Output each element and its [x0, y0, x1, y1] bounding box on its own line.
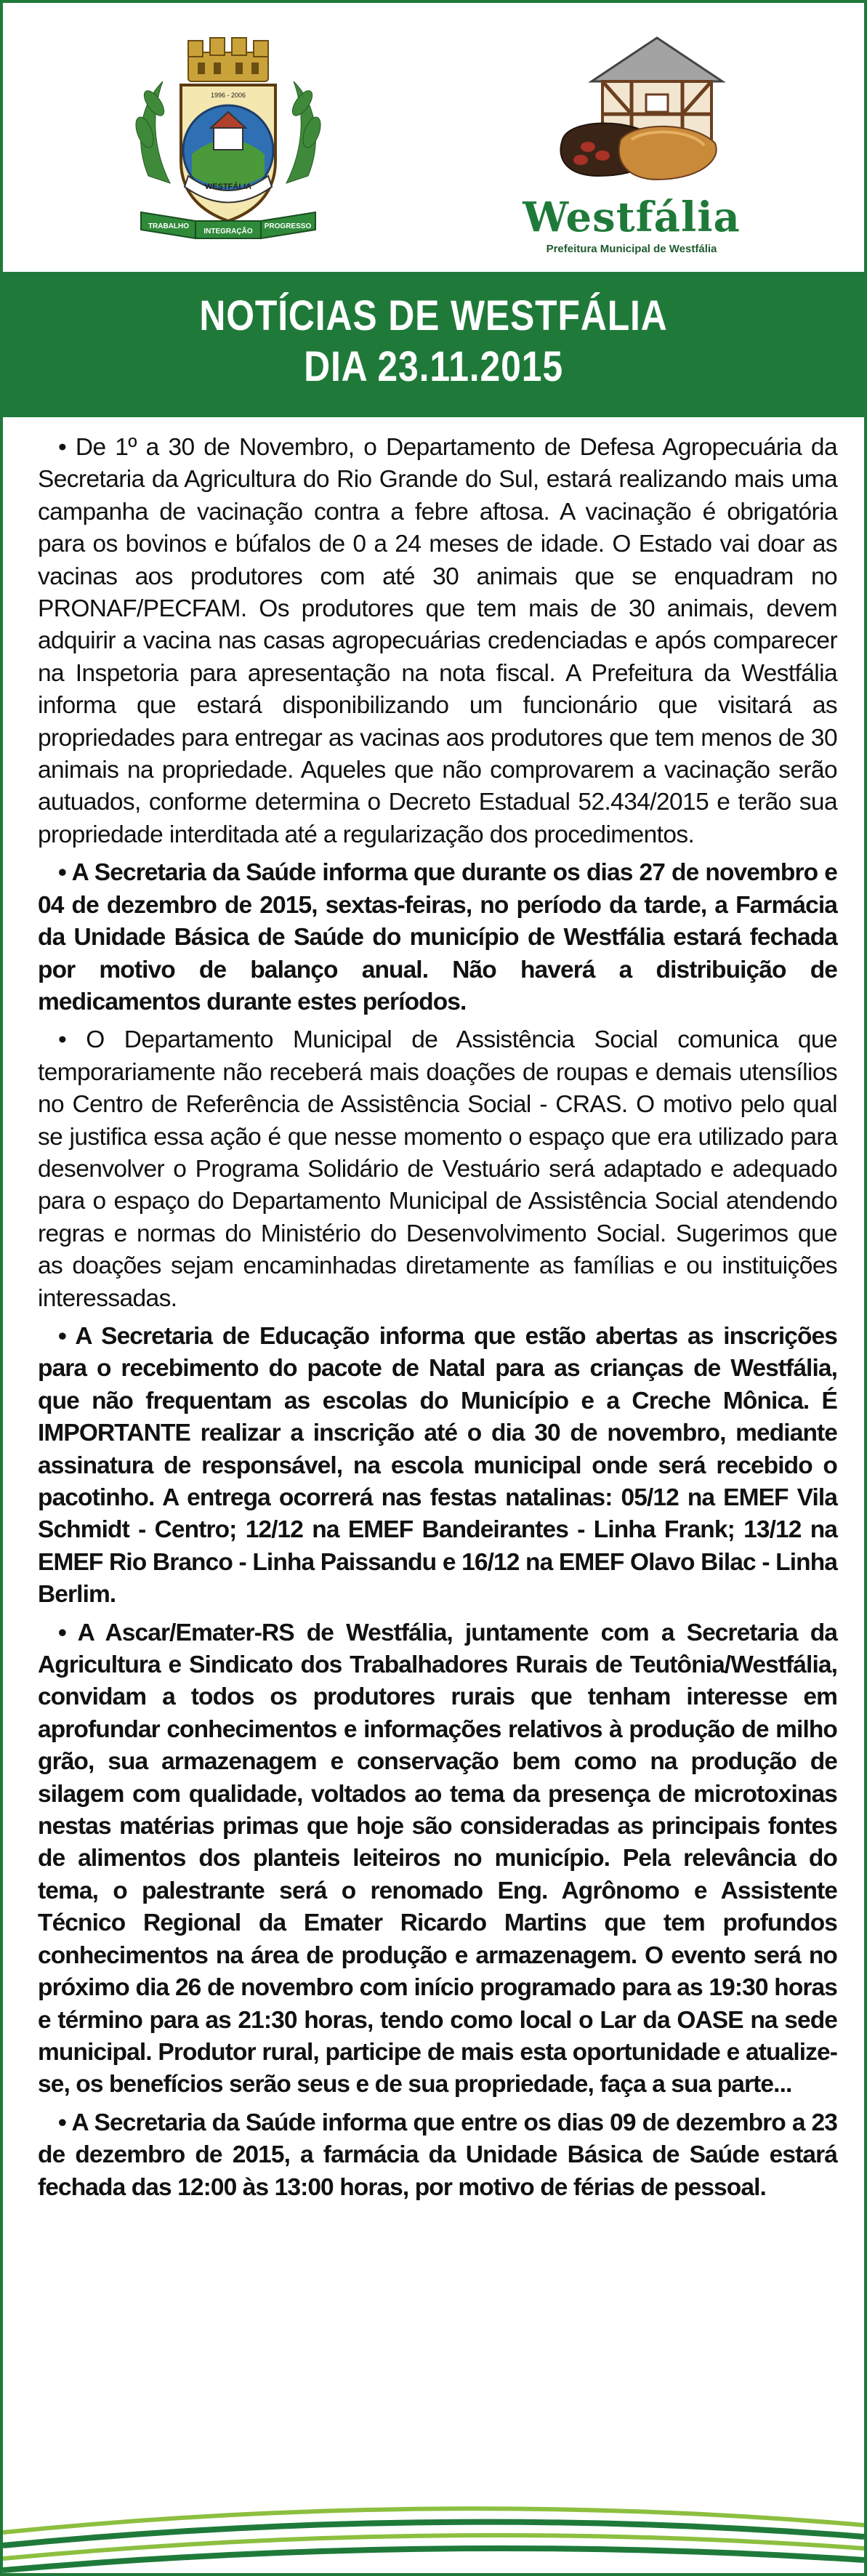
ribbon-word-2: INTEGRAÇÃO	[203, 228, 253, 236]
ribbon-word-3: PROGRESSO	[264, 222, 312, 230]
notice-vaccination: • De 1º a 30 de Novembro, o Departamento de Defesa Agropecuária da Secretaria da Agricultura do Rio Grande do Sul, estará realizando mais uma campanha de vacinação contra a febre aftosa. A vacinação é obrigatória para os bovinos e búfalos de 0 a 24 meses de idade. O Estado vai doar as vacinas aos produtores com até 30 animais que se enquadram no PRONAF/PECFAM. Os produtores que tem mais de 30 animais, devem adquirir a vacina nas casas agropecuárias credenciadas e após comparecer na Inspetoria para apresentação na nota fiscal. A Prefeitura da Westfália informa que estará disponibilizando um funcionário que visitará as propriedades para entregar as vacinas aos produtores que tem menos de 30 animais na propriedade. Aqueles que não comprovarem a vacinação serão autuados, conforme determina o Decreto Estadual 52.434/2015 e terão sua propriedade interditada até a regularização dos procedimentos.	[38, 434, 837, 848]
coat-of-arms-dates: 1996 - 2006	[210, 92, 246, 99]
notice-christmas-package: • A Secretaria de Educação informa que estão abertas as inscrições para o recebimento do pacote de Natal para as crianças de Westfália, que não frequentam as escolas do Município e a Creche Mônica. É IMPORTANTE realizar a inscrição até o dia 30 de novembro, mediante assinatura de responsável, na escola municipal onde será recebido o pacotinho. A entrega ocorrerá nas festas natalinas: 05/12 na EMEF Vila Schmidt - Centro; 12/12 na EMEF Bandeirantes - Linha Frank; 13/12 na EMEF Rio Branco - Linha Paissandu e 16/12 na EMEF Olavo Bilac - Linha Berlim.	[38, 1322, 837, 1609]
ribbon-word-1: TRABALHO	[148, 222, 190, 230]
notice-social-assistance: • O Departamento Municipal de Assistência Social comunica que temporariamente não receberá mais doações de roupas e demais utensílios no Centro de Referência de Assistência Social - CRAS. O motivo pelo qual se justifica essa ação é que nesse momento o espaço que era utilizado para desenvolver o Programa Solidário de Vestuário será adaptado e adequado para o espaço do Departamento Municipal de Assistência Social atendendo regras e normas do Ministério do Desenvolvimento Social. Sugerimos que as doações sejam encaminhadas diretamente as famílias e ou instituições interessadas.	[38, 1026, 837, 1312]
title-band	[3, 272, 864, 417]
notice-emater-event: • A Ascar/Emater-RS de Westfália, juntamente com a Secretaria da Agricultura e Sindicato dos Trabalhadores Rurais de Teutônia/Westfália, convidam a todos os produtores rurais que tenham interesse em aprofundar conhecimentos e informações relativos à produção de milho grão, sua armazenagem e conservação bem como na produção de silagem com qualidade, voltados ao tema da presença de microtoxinas nestas matérias primas que hoje são consideradas as principais fontes de alimentos dos planteis leiteiros no município. Pela relevância do tema, o palestrante será o renomado Eng. Agrônomo e Assistente Técnico Regional da Emater Ricardo Martins que tem profundos conhecimentos na área de produção e armazenagem. O evento será no próximo dia 26 de novembro com início programado para as 19:30 horas e término para as 21:30 horas, tendo como local o Lar da OASE na sede municipal. Produtor rural, participe de mais esta oportunidade e atualize-se, os benefícios serão seus e de sua propriedade, faça a sua parte...	[38, 1619, 837, 2098]
page-date: DIA 23.11.2015	[304, 343, 563, 390]
header	[3, 3, 864, 254]
decorative-footer-stripes	[3, 2445, 864, 2576]
half-timbered-house-icon	[512, 31, 751, 190]
notice-pharmacy-closure: • A Secretaria da Saúde informa que durante os dias 27 de novembro e 04 de dezembro de 2015, sextas-feiras, no período da tarde, a Farmácia da Unidade Básica de Saúde do município de Westfália estará fechada por motivo de balanço anual. Não haverá a distribuição de medicamentos durante estes períodos.	[38, 859, 837, 1015]
notice-list	[38, 432, 837, 2210]
page-title: NOTÍCIAS DE WESTFÁLIA	[199, 292, 668, 339]
municipal-coat-of-arms-icon	[119, 31, 337, 249]
brand-name: Westfália	[523, 193, 741, 241]
brand-subtitle: Prefeitura Municipal de Westfália	[546, 243, 717, 255]
notice-pharmacy-hours: • A Secretaria da Saúde informa que entre os dias 09 de dezembro a 23 de dezembro de 2015, a farmácia da Unidade Básica de Saúde estará fechada das 12:00 às 13:00 horas, por motivo de férias de pessoal.	[38, 2109, 837, 2201]
westfalia-logo	[512, 31, 751, 255]
coat-of-arms-scroll: WESTFÁLIA	[204, 182, 252, 191]
